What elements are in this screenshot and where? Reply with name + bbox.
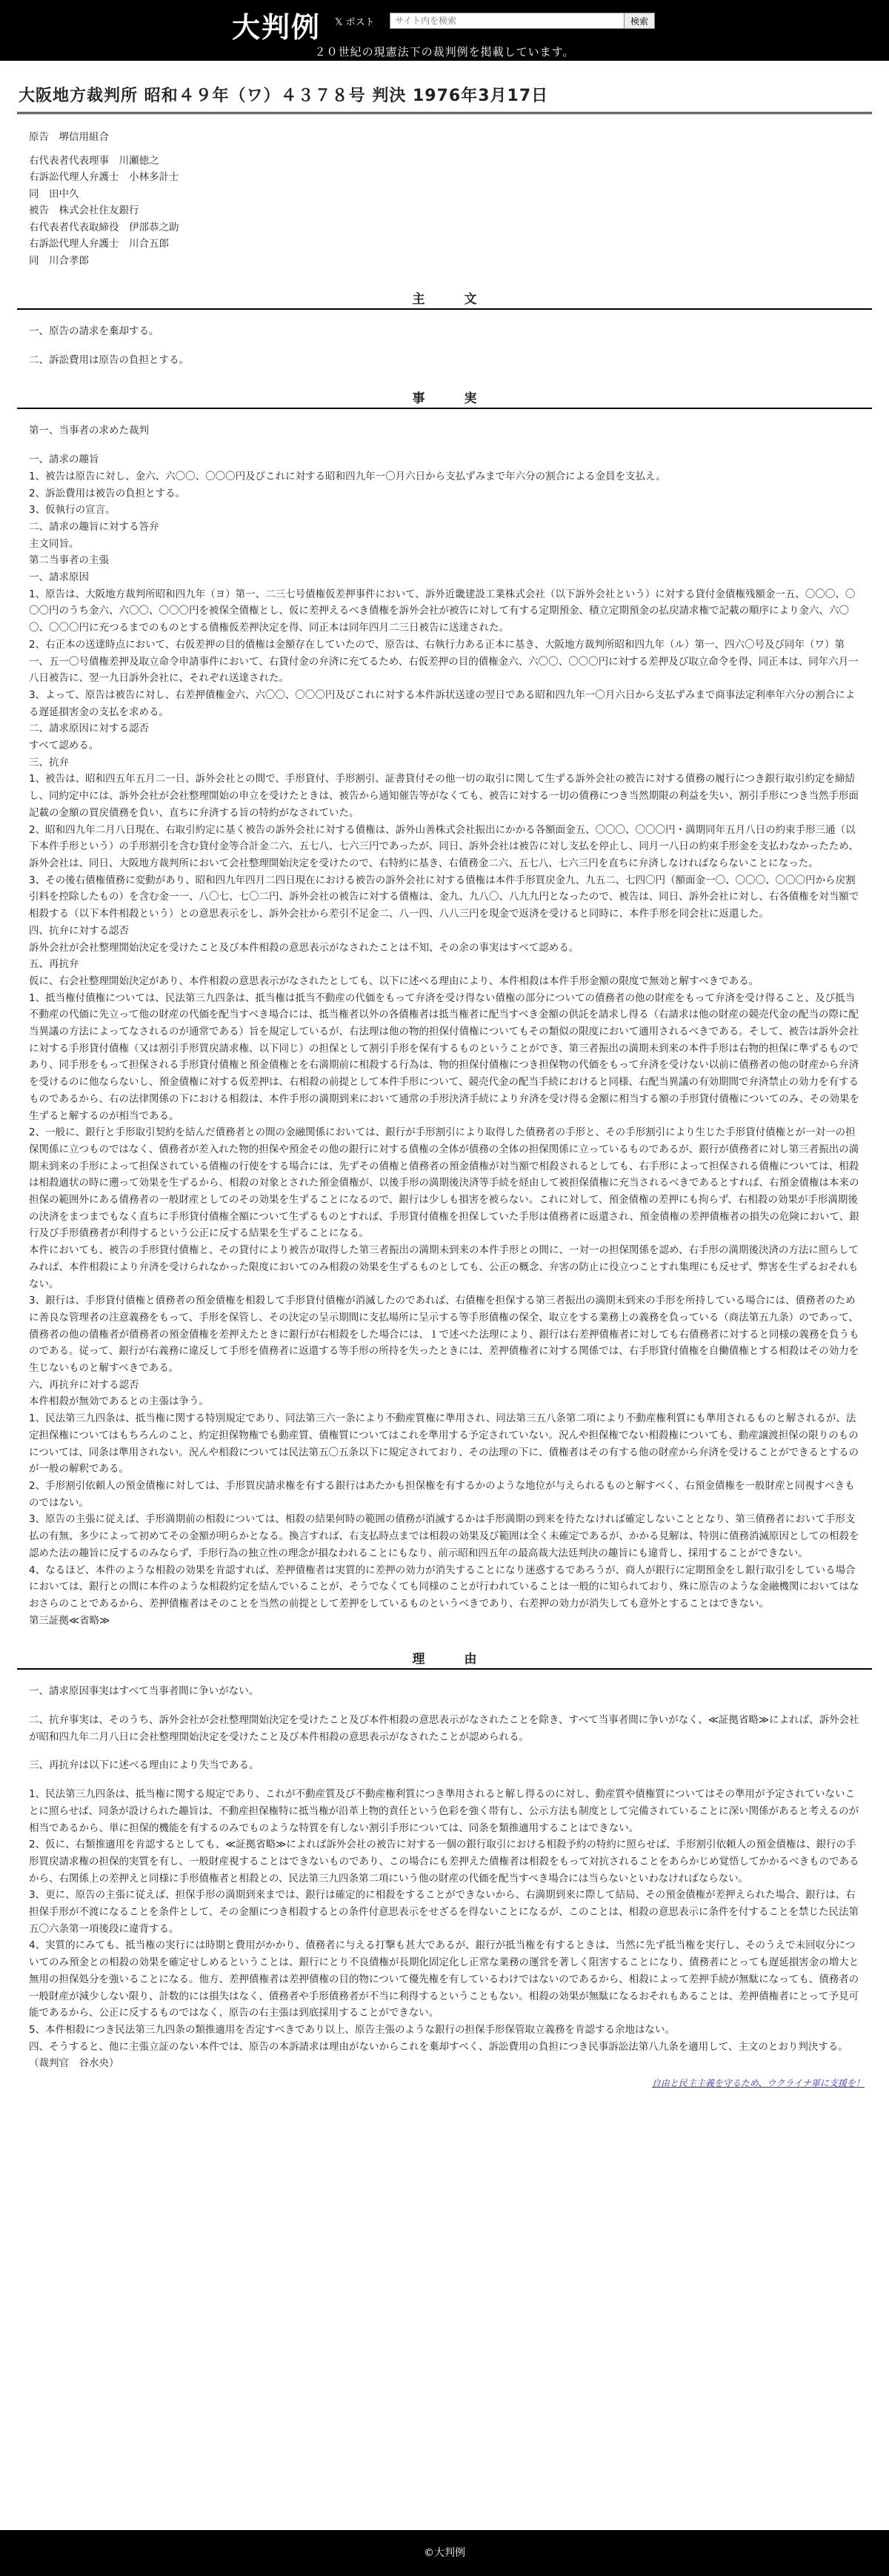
- paragraph: 4、なるほど、本件のような相殺の効果を肯認すれば、差押債権者は実質的に差押の効力が消失することになり迷惑するであろうが、商人が銀行に定期預金をし銀行取引をしている場合においては、銀行との間に本件のような相殺約定を結んでいることが、そうでなくても同様のことが行われていることは一般的に知られており、殊に原告のような金融機関においてはなおさらのことであるから、差押債権者はそのことを当然の前提として差押をしているものというべきであり、右差押の効力が消失しても意外とすることはできない。: [29, 1564, 859, 1610]
- section-heading: 主 文: [412, 292, 490, 307]
- paragraph: 主文同旨。: [29, 537, 79, 550]
- paragraph: 二、請求原因に対する認否: [29, 723, 149, 735]
- section-divider: [17, 408, 872, 409]
- paragraph: 第一、当事者の求めた裁判: [29, 425, 149, 437]
- paragraph: 2、手形割引依頼人の預金債権に対しては、手形買戻請求権を有する銀行はあたかも担保権を有するかのような地位が与えられるものと解すべく、右預金債権を一般財産と同視すべきものではない。: [29, 1480, 855, 1509]
- paragraph: 仮に、右会社整理開始決定があり、本件相殺の意思表示がなされたとしても、以下に述べる理由により、本件相殺は本件手形金額の限度で無効と解すべきである。: [29, 975, 759, 987]
- paragraph: 本件相殺が無効であるとの主張は争う。: [29, 1395, 209, 1408]
- paragraph: 2、昭和四九年二月八日現在、右取引約定に基く被告の訴外会社に対する債権は、訴外山善株式会社振出にかかる各額面金五、〇〇〇、〇〇〇円・満期同年五月八日の約束手形三通（以下本件手形という）の手形割引を含む貸付金等合計金二六、五七八、七六三円であったが、同日、訴外会社は被告に対し支払を停止し、同月一八日の約束手形金を支払わなかったため、訴外会社は、同日、大阪地方裁判所において会社整理開始決定を受けたので、右特約に基き、右債務金二六、五七八、七六三円を直ちに弁済しなければならないことになった。: [29, 823, 859, 869]
- party-line: 右代表者代表理事 川瀬徳之: [29, 154, 159, 167]
- paragraph: 1、民法第三九四条は、抵当権に関する規定であり、これが不動産質及び不動産権利質につき準用されると解し得るのに対し、動産質や債権質についてはその準用が予定されていないことに照らせば、同条が設けられた趣旨は、不動産担保権特に抵当権が沿革上物的責任という色彩を強く帯有し、公示方法も制度として完備されていることに深い関係があると考えるのが相当であるから、単に担保的機能を有するのみでものような特質を有しない割引手形については、同条を類推適用することはできない。: [29, 1788, 859, 1834]
- section-body: [17, 422, 872, 1629]
- paragraph: 二、訴訟費用は原告の負担とする。: [29, 353, 189, 366]
- party-line: 被告 株式会社住友銀行: [29, 205, 139, 216]
- section-body: [17, 323, 872, 368]
- main-content: [0, 83, 889, 2089]
- paragraph: 一、請求の趣旨: [29, 454, 99, 466]
- site-header: [0, 0, 889, 61]
- party-line: 右訴訟代理人弁護士 小林多計士: [29, 171, 179, 183]
- paragraph: 二、請求の趣旨に対する答弁: [29, 520, 159, 533]
- site-tagline: ２０世紀の現憲法下の裁判例を掲載しています。: [314, 45, 575, 59]
- section-divider: [17, 1668, 872, 1670]
- paragraph: 1、被告は、昭和四五年五月二一日、訴外会社との間で、手形貸付、手形割引、証書貸付その他一切の取引に関して生ずる訴外会社の被告に対する債務の履行につき銀行取引約定を締結し、同約定中には、訴外会社が会社整理開始の申立を受けたときは、被告から通知催告等がなくても、被告に対する一切の債務につき当然期限の利益を失い、割引手形につき当然手形面記載の金額の買戻債務を負い、直ちに弁済する旨の特約がなされていた。: [29, 773, 859, 819]
- paragraph: 訴外会社が会社整理開始決定を受けたこと及び本件相殺の意思表示がなされたことは不知、その余の事実はすべて認める。: [29, 941, 579, 954]
- case-title: 大阪地方裁判所 昭和４９年（ワ）４３７８号 判決 1976年3月17日: [19, 87, 549, 105]
- paragraph: 第三証拠≪省略≫: [29, 1614, 110, 1627]
- paragraph: （裁判官 谷水央）: [29, 2057, 119, 2070]
- party-line: 右代表者代表取締役 伊部恭之助: [29, 221, 179, 233]
- paragraph: 3、原告の主張に従えば、手形満期前の相殺については、相殺の結果何時の範囲の債務が消滅するかは手形満期の到来を待たなければ確定しないこととなり、第三債務者において手形支払の有無、多少によって初めてその金額が明らかとなる。換言すれば、右支払時点までは相殺の効果及び範囲は全く未確定であるが、かかる見解は、特別に債務消滅原因としての相殺を認めた法の趣旨に反するのみならず、手形行為の独立性の理念が損なわれることにもなり、前示昭和四五年の最高裁大法廷判決の趣旨にも違背し、採用することができない。: [29, 1513, 859, 1559]
- paragraph: 六、再抗弁に対する認否: [29, 1378, 139, 1391]
- search-button[interactable]: 検索: [624, 13, 655, 29]
- paragraph: 二、抗弁事実は、そのうち、訴外会社が会社整理開始決定を受けたこと及び本件相殺の意思表示がなされたことを除き、すべて当事者間に争いがなく、≪証拠省略≫によれば、訴外会社が昭和四九年二月八日に会社整理開始決定を受けたこと及び本件相殺の意思表示がなされたことが認められる。: [29, 1714, 859, 1743]
- paragraph: 3、よって、原告は被告に対し、右差押債権金六、六〇〇、〇〇〇円及びこれに対する本件訴状送達の翌日である昭和四九年一〇月六日から支払ずみまで商事法定利率年六分の割合による遅延損害金の支払を求める。: [29, 688, 856, 718]
- section-body: [17, 1683, 872, 2072]
- paragraph: すべて認める。: [29, 740, 99, 752]
- paragraph: 3、仮執行の宣言。: [29, 504, 116, 517]
- party-spacer: [29, 146, 872, 153]
- paragraph: 一、原告の請求を棄却する。: [29, 325, 159, 337]
- paragraph: 三、再抗弁は以下に述べる理由により失当である。: [29, 1759, 259, 1772]
- paragraph: 5、本件相殺につき民法第三九四条の類推適用を否定すべきであり以上、原告主張のような銀行の担保手形保管取立義務を肯認する余地はない。: [29, 2023, 676, 2036]
- paragraph: 4、実質的にみても、抵当権の実行には時期と費用がかかり、債務者に与える打撃も甚大であるが、銀行が抵当権を有するときは、当然に先ず抵当権を実行し、そのうえで未回収分についてのみ預金との相殺の効果を確定せしめるということは、銀行にとり不良債権が長期化固定化し正常な業務の運営を著しく阻害することになり、債務者にとっても遅延損害金の増大と無用の担保処分を強いることになる。他方、差押債権者は差押債権の目的物について優先権を有しているわけではないのであるから、相殺によって差押手続が無駄になっても、債務者の一般財産が減少しない限り、計数的には損失はなく、債務者や手形債務者が不当に利得するということもない。相殺の効果が無駄になるおそれもあることは、差押債権者にとって予見可能であるから、公正に反するものではなく、原告の右主張は到底採用することができない。: [29, 1939, 859, 2019]
- paragraph: 1、原告は、大阪地方裁判所昭和四九年（ヨ）第一、二三七号債権仮差押事件において、訴外近畿建設工業株式会社（以下訴外会社という）に対する貸付金債権残額金一五、〇〇〇、〇〇〇円のうち金六、六〇〇、〇〇〇円を被保全債権とし、仮に差押えるべき債権を訴外会社が被告に対して有する定期預金、積立定期預金の払戻請求権で記載の順序により金六、六〇〇、〇〇〇円に充つるまでのものとする債権仮差押決定を得、同正本は同年四月二三日被告に送達された。: [29, 588, 856, 634]
- paragraph: 2、右正本の送達時点において、右仮差押の目的債権は金額存在していたので、原告は、右執行力ある正本に基き、大阪地方裁判所昭和四九年（ル）第一、四六〇号及び同年（ワ）第一、五一〇号債権差押及取立命令申請事件において、右貸付金の弁済に充てるため、右仮差押の目的債権金六、六〇〇、〇〇〇円に対する差押及び取立命令を得、同正本は、同年六月一八日被告に、翌一九日訴外会社に、それぞれ送達された。: [29, 638, 859, 685]
- support-link[interactable]: 自由と民主主義を守るため、ウクライナ軍に支援を！: [651, 2078, 865, 2089]
- parties-block: [17, 129, 872, 269]
- paragraph: 1、被告は原告に対し、金六、六〇〇、〇〇〇円及びこれに対する昭和四九年一〇月六日から支払ずみまで年六分の割合による金員を支払え。: [29, 470, 666, 482]
- section-heading: 理 由: [412, 1652, 490, 1667]
- paragraph: 五、再抗弁: [29, 958, 79, 971]
- paragraph: 第二当事者の主張: [29, 554, 109, 567]
- paragraph: 四、そうすると、他に主張立証のない本件では、原告の本訴請求は理由がないからこれを棄却すべく、訴訟費用の負担につき民事訴訟法第八九条を適用して、主文のとおり判決する。: [29, 2040, 848, 2053]
- search-input[interactable]: [390, 13, 626, 29]
- title-divider: [17, 112, 872, 114]
- paragraph: 3、銀行は、手形貸付債権と債務者の預金債権を相殺して手形貸付債権が消滅したのであれば、右債権を担保する第三者振出の満期未到来の手形を所持している場合には、債務者のために善良な管理者の注意義務をもって、手形を保管し、その決定の呈示期間に支払場所に呈示する等手形債権の保全、取立をする業務上の義務を負っている（商法第五九条）のであって、債務者の他の債権者が債務者の預金債権を差押えたときに銀行が右相殺をした場合には、１で述べた法理により、銀行は右差押債権者に対しても右債務者に対すると同様の義務を負うものである。従って、銀行が右義務に違反して手形を債務者に返還する等手形の所持を失ったときには、差押債権者に対する関係では、右手形貸付債権を自働債権とする相殺はその効力を生じないものと解すべきである。: [29, 1295, 859, 1375]
- paragraph: 三、抗弁: [29, 756, 69, 769]
- party-line: 右訴訟代理人弁護士 川合五郎: [29, 238, 169, 250]
- paragraph: 3、更に、原告の主張に従えば、担保手形の満期到来までは、銀行は確定的に相殺をすることができないから、右満期到来に際して結局、その預金債権が差押えられた場合、銀行は、右担保手形が不渡になることを条件として、その金額につき相殺するとの条件付意思表示をせざるを得ないことになるが、このことは、相殺の意思表示に条件を付することを禁じた民法第五〇六条第一項後段に違背する。: [29, 1889, 859, 1935]
- paragraph: 2、仮に、右類推適用を肯認するとしても、≪証拠省略≫によれば訴外会社の被告に対する一個の銀行取引における相殺予約の特約に照らせば、手形割引依頼人の預金債権は、銀行の手形買戻請求権の担保的実質を有し、一般財産視することはできないものであり、この場合にも差押えた債権者は相殺をもって対抗されることをあらかじめ覚悟してかかるべきものであるから、右関係上の差押えと同様に手形債権者と相殺との、民法第三九四条第二項にいう他の財産の代価を配当すべき場合には当らないといわなければならない。: [29, 1839, 859, 1885]
- paragraph: 1、民法第三九四条は、抵当権に関する特別規定であり、同法第三六一条により不動産質権に準用され、同法第三五八条第二項により不動産権利質にも準用されるものと解されるが、法定担保権についてはもちろんのこと、約定担保物権でも動産質、債権質についてはこれを準用する予定されていない。況んや担保権でない相殺権についても、動産譲渡担保の限りのものについては、同条は準用されない。況んや相殺については民法第五〇五条以下に規定されており、その法理の下に、債権者はその有する他の財産から弁済を受けることができるとするのが一般の解釈である。: [29, 1413, 859, 1475]
- party-line: 同 田中久: [29, 187, 79, 200]
- paragraph: 1、抵当権付債権については、民法第三九四条は、抵当権は抵当不動産の代価をもって弁済を受け得ない債権の部分についての債務者の他の財産をもって弁済を受け得ること、及び抵当不動産の代価に先立って他の財産の代価を配当すべき場合には、抵当権者以外の各債権者は抵当権者に配当すべき金額の供託を請求し得る（右請求は他の財産の競売代金の配当の際に配当異議の方法によってなされるのが通常である）旨を規定しているが、右法理は他の物的担保付債権についてもその類似の限度において適用されるべきである。そして、被告は訴外会社に対する手形貸付債権（又は割引手形買戻請求権、以下同じ）の担保として割引手形を保有するものということができ、第三者振出の満期未到来の本件手形は右物的担保に準ずるものであり、同手形をもって担保される手形貸付債権と預金債権とを右満期前に相殺する行為は、物的担保付債権につき担保物の代価をもって弁済を受けない以前に債務者の他の財産から弁済を受けるのに他ならないし、預金債権に対する仮差押は、右相殺の前提として本件手形について、競売代金の配当手続におけると同様、右配当異議の有効期間で弁済禁止の効力を有するものであるから、右の法律関係の下における相殺は、本件手形の満期到来において通常の手形決済手続により弁済を受け得る金額に相当する額の手形貸付債権についてのみ、その効果を生ずると解するのが相当である。: [29, 992, 860, 1122]
- paragraph: 3、その後右債権債務に変動があり、昭和四九年四月二四日現在における被告の訴外会社に対する債権は本件手形買戻金九、九五二、七四〇円（額面金一〇、〇〇〇、〇〇〇円から戻割引料を控除したもの）を含む金一一、八〇七、七〇二円、訴外会社の被告に対する債権は、金九、九八〇、八九九円となったので、被告は、同日、訴外会社に対し、右各債権を対当額で相殺する（以下本件相殺という）との意思表示をし、訴外会社から差引不足金二、八一四、八八三円を現金で返済を受けると同時に、本件手形を同会社に返還した。: [29, 874, 859, 920]
- judgment-body: [17, 288, 872, 2072]
- post-button[interactable]: 𝕏 ポスト: [335, 17, 375, 28]
- party-line: 同 川合孝郎: [29, 254, 89, 267]
- paragraph: 一、請求原因事実はすべて当事者間に争いがない。: [29, 1685, 259, 1698]
- section-divider: [17, 308, 872, 310]
- site-logo[interactable]: 大判例: [232, 11, 322, 44]
- section-heading: 事 実: [412, 391, 490, 407]
- paragraph: 2、一般に、銀行と手形取引契約を結んだ債務者との間の金融関係においては、銀行が手形割引により取得した債務者の手形と、その手形割引により生じた手形貸付債権とが一対一の担保関係に立つものではなく、債務者が差入れた物的担保や預金その他の銀行に対する債権の全体が債務の全体の担保関係に立っているものであるが、銀行が債務者に対し第三者振出の満期未到来の手形によって担保されている債権の行使をする場合には、先ずその債権と債務者の預金債権が対当額で相殺されるとしても、右手形によって担保される債権については、相殺は相殺適状の時に遡って効果を生ずるから、相殺の対象とされた預金債権が、以後手形の満期後決済等手続を経由して被担保債権に充当されるべきであるとすれば、右預金債権は本来の担保の範囲外にある債務者の一般財産としてのその効果を生ずることになるので、銀行は少しも損害を被らない。これに対して、預金債権の差押にも拘らず、右相殺の効果が手形満期後の決済をまつまでもなく直ちに手形貸付債権全額について生ずるものとすれば、手形貸付債権を担保していた手形は債務者に返還され、預金債権の差押債権者の損失の危険において、銀行及び手形債務者が利得するという公正に反する結果を生ずることになる。: [29, 1126, 859, 1240]
- party-line: 原告 堺信用組合: [29, 131, 109, 143]
- paragraph: 一、請求原因: [29, 571, 89, 584]
- paragraph: 2、訴訟費用は被告の負担とする。: [29, 487, 186, 499]
- site-footer: ©大判例: [0, 2530, 889, 2576]
- paragraph: 四、抗弁に対する認否: [29, 924, 129, 937]
- paragraph: 本件においても、被告の手形貸付債権と、その貸付により被告が取得した第三者振出の満期未到来の本件手形との間に、一対一の担保関係を認め、右手形の満期後決済の方法に照らしてみれば、本件相殺により弁済を受けられなかった限度においてのみ相殺の効果を生ずるものとしても、公正の概念、弁害の防止に役立つことすれ集理にも反せず、弊害を生ずるおそれもない。: [29, 1244, 859, 1290]
